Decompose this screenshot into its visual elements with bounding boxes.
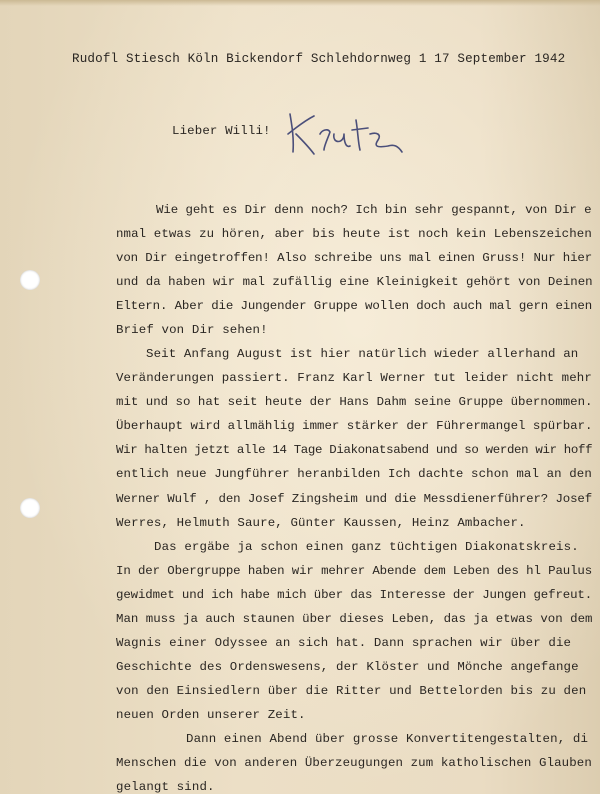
text-line: gelangt sind. xyxy=(116,780,215,794)
text-line: mit und so hat seit heute der Hans Dahm seine Gruppe übernommen. xyxy=(116,395,593,410)
text-line: neuen Orden unserer Zeit. xyxy=(116,707,306,722)
text-line: Das ergäbe ja schon einen ganz tüchtigen Diakonatskreis. xyxy=(154,539,579,554)
text-line: Seit Anfang August ist hier natürlich wieder allerhand an xyxy=(146,347,579,362)
text-line: entlich neue Jungführer heranbilden Ich dachte schon mal an den xyxy=(116,467,592,482)
faint-bleedthrough-stamp: ​ xyxy=(269,85,271,97)
text-line: Veränderungen passiert. Franz Karl Werner tut leider nicht mehr xyxy=(116,371,592,386)
text-line: gewidmet und ich habe mich über das Interesse der Jungen gefreut. xyxy=(116,587,593,602)
text-line: Wagnis einer Odyssee an sich hat. Dann sprachen wir über die xyxy=(116,635,572,650)
text-line: Werres, Helmuth Saure, Günter Kaussen, Heinz Ambacher. xyxy=(116,515,526,530)
text-line: von den Einsiedlern über die Ritter und Bettelorden bis zu den xyxy=(116,683,587,698)
text-line: Werner Wulf , den Josef Zingsheim und die Messdienerführer? Josef xyxy=(116,491,593,506)
punch-hole-bottom xyxy=(20,498,40,518)
text-line: In der Obergruppe haben wir mehrer Abende dem Leben des hl Paulus xyxy=(116,563,593,578)
text-line: Überhaupt wird allmählig immer stärker der Führermangel spürbar. xyxy=(116,419,593,434)
text-line: Wir halten jetzt alle 14 Tage Diakonatsabend und so werden wir hoff xyxy=(116,443,593,458)
text-line: Wie geht es Dir denn noch? Ich bin sehr gespannt, von Dir e xyxy=(156,203,592,217)
text-line: von Dir eingetroffen! Also schreibe uns mal einen Gruss! Nur hier xyxy=(116,251,593,266)
letter-header: Rudofl Stiesch Köln Bickendorf Schlehdornweg 1 17 September 1942 xyxy=(72,52,566,66)
text-line: Man muss ja auch staunen über dieses Leben, das ja etwas von dem xyxy=(116,611,593,626)
text-line: Dann einen Abend über grosse Konvertitengestalten, di xyxy=(186,731,589,746)
text-line: nmal etwas zu hören, aber bis heute ist noch kein Lebenszeichen xyxy=(116,227,592,242)
text-line: und da haben wir mal zufällig eine Kleinigkeit gehört von Deinen xyxy=(116,275,593,290)
handwritten-signature xyxy=(284,108,414,163)
salutation: Lieber Willi! xyxy=(172,124,271,138)
text-line: Geschichte des Ordenswesens, der Klöster und Mönche angefange xyxy=(116,659,579,674)
page-edge-shadow xyxy=(0,0,600,6)
text-line: Eltern. Aber die Jungender Gruppe wollen doch auch mal gern einen xyxy=(116,299,593,314)
text-line: Brief von Dir sehen! xyxy=(116,323,268,338)
text-line: Menschen die von anderen Überzeugungen zum katholischen Glauben xyxy=(116,755,592,770)
punch-hole-top xyxy=(20,270,40,290)
